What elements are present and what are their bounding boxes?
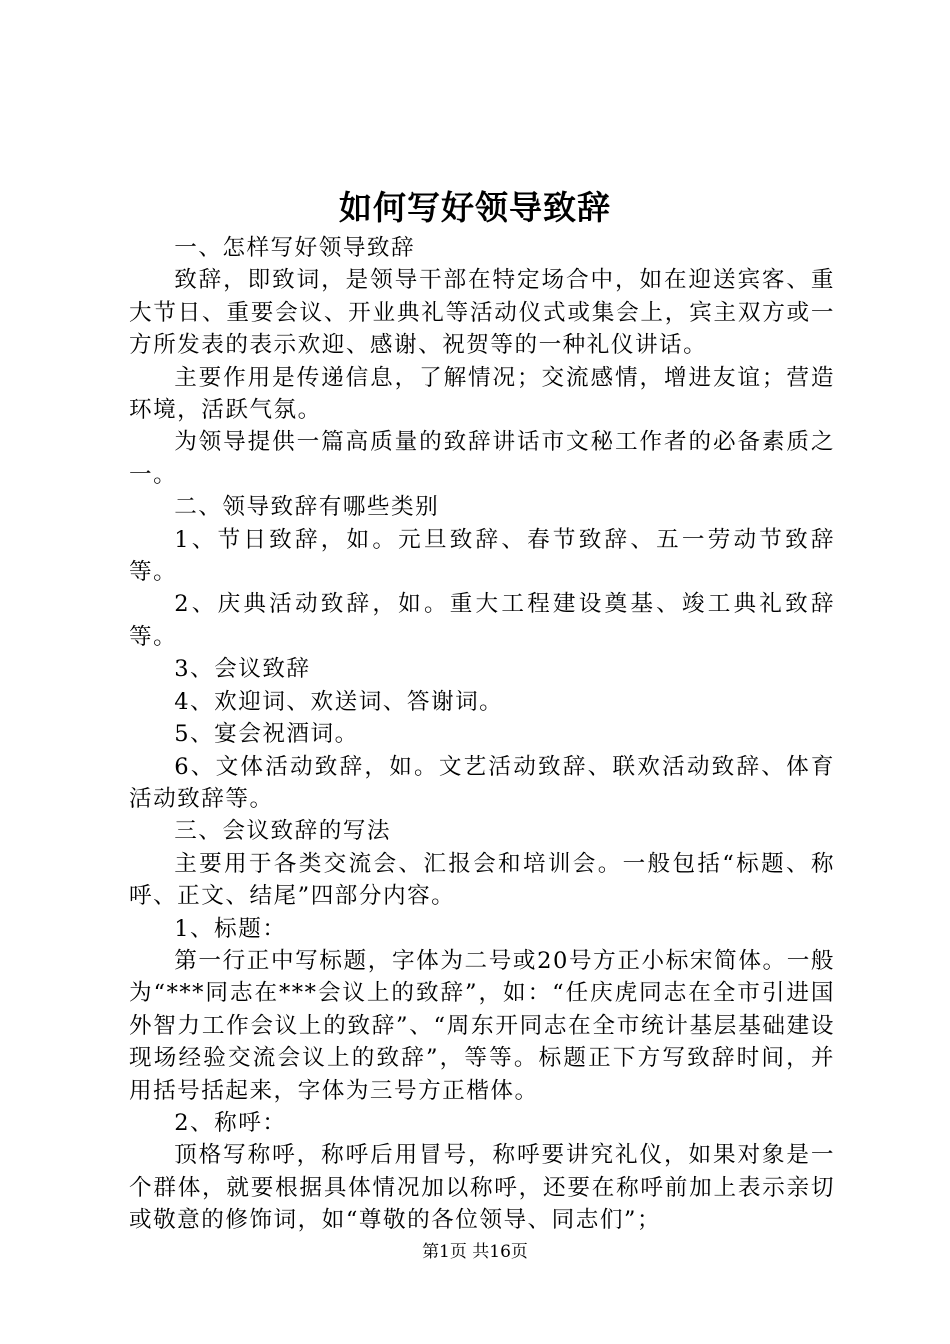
paragraph: 致辞，即致词，是领导干部在特定场合中，如在迎送宾客、重大节日、重要会议、开业典礼等活动仪式或集会上，宾主双方或一方所发表的表示欢迎、感谢、祝贺等的一种礼仪讲话。: [129, 267, 835, 359]
paragraph: 为领导提供一篇高质量的致辞讲话市文秘工作者的必备素质之一。: [129, 429, 835, 488]
subheading-salutation: 2、称呼：: [174, 1109, 287, 1136]
paragraph: 第一行正中写标题，字体为二号或20号方正小标宋简体。一般为“***同志在***会议上的致辞”，如：“任庆虎同志在全市引进国外智力工作会议上的致辞”、“周东开同志在全市统计基层基础建设现场经验交流会议上的致辞”，等等。标题正下方写致辞时间，并用括号括起来，字体为三号方正楷体。: [129, 947, 835, 1104]
paragraph: 主要作用是传递信息，了解情况；交流感情，增进友谊；营造环境，活跃气氛。: [129, 364, 835, 424]
list-item: 4、欢迎词、欢送词、答谢词。: [174, 688, 504, 715]
subheading-title: 1、标题：: [174, 915, 287, 942]
paragraph: 主要用于各类交流会、汇报会和培训会。一般包括“标题、称呼、正文、结尾”四部分内容。: [129, 850, 835, 910]
paragraph: 顶格写称呼，称呼后用冒号，称呼要讲究礼仪，如果对象是一个群体，就要根据具体情况加以称呼，还要在称呼前加上表示亲切或敬意的修饰词，如“尊敬的各位领导、同志们”；: [129, 1142, 835, 1234]
document-body: [129, 232, 835, 1237]
list-item: 1、节日致辞，如。元旦致辞、春节致辞、五一劳动节致辞等。: [129, 526, 835, 586]
heading-section-3: 三、会议致辞的写法: [174, 818, 392, 845]
page-footer: 第1页 共16页: [422, 1242, 528, 1262]
heading-section-1: 一、怎样写好领导致辞: [174, 235, 416, 261]
document-title: 如何写好领导致辞: [339, 188, 611, 227]
list-item: 3、会议致辞: [174, 656, 311, 683]
list-item: 5、宴会祝酒词。: [174, 721, 359, 748]
list-item: 6、文体活动致辞，如。文艺活动致辞、联欢活动致辞、体育活动致辞等。: [129, 753, 835, 812]
heading-section-2: 二、领导致辞有哪些类别: [174, 494, 440, 521]
list-item: 2、庆典活动致辞，如。重大工程建设奠基、竣工典礼致辞等。: [129, 591, 835, 650]
